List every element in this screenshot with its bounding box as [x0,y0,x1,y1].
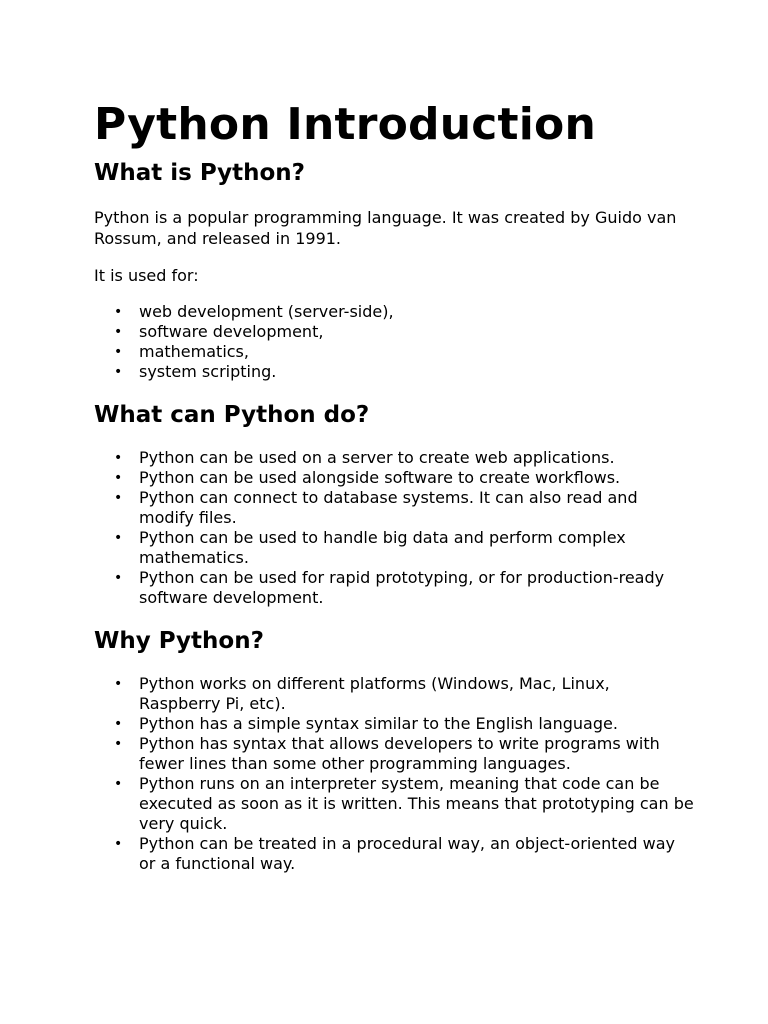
list-item-text: Python can be used alongside software to create workflows. [139,468,621,487]
list-item-text: Python can be used to handle big data and perform complex mathematics. [139,528,626,567]
list-item [94,734,694,774]
list-item-text: system scripting. [139,362,277,381]
section-heading-why-python: Why Python? [94,628,264,654]
list-item [94,448,694,468]
document-page [94,96,694,874]
used-for-label: It is used for: [94,266,199,285]
capabilities-list [94,448,694,608]
bullet-icon: • [114,304,123,320]
page-title: Python Introduction [94,99,597,150]
section-heading-what-is-python: What is Python? [94,160,306,186]
intro-paragraph: Python is a popular programming language. It was created by Guido van Rossum, and released in 1991. [94,208,677,248]
list-item [94,362,694,382]
bullet-icon: • [114,676,123,692]
bullet-icon: • [114,776,123,792]
list-item-text: Python can connect to database systems. It can also read and modify files. [139,488,638,527]
list-item-text: mathematics, [139,342,249,361]
list-item [94,774,694,834]
section-heading-what-can-python-do: What can Python do? [94,402,370,428]
bullet-icon: • [114,716,123,732]
bullet-icon: • [114,450,123,466]
list-item [94,488,694,528]
list-item [94,468,694,488]
list-item-text: Python can be treated in a procedural way, an object-oriented way or a functional way. [139,834,676,873]
bullet-icon: • [114,490,123,506]
bullet-icon: • [114,530,123,546]
list-item [94,568,694,608]
list-item-text: Python runs on an interpreter system, meaning that code can be executed as soon as it is written. This means that prototyping can be very quick. [139,774,694,833]
bullet-icon: • [114,344,123,360]
bullet-icon: • [114,364,123,380]
list-item [94,322,694,342]
bullet-icon: • [114,836,123,852]
list-item [94,302,694,322]
list-item [94,714,694,734]
list-item-text: Python can be used for rapid prototyping, or for production-ready software development. [139,568,665,607]
list-item-text: web development (server-side), [139,302,394,321]
list-item-text: Python can be used on a server to create web applications. [139,448,615,467]
list-item [94,674,694,714]
list-item-text: Python has syntax that allows developers to write programs with fewer lines than some other programming languages. [139,734,660,773]
list-item-text: Python has a simple syntax similar to the English language. [139,714,618,733]
list-item [94,342,694,362]
reasons-list [94,674,694,874]
uses-list [94,302,694,382]
list-item [94,834,694,874]
bullet-icon: • [114,470,123,486]
list-item [94,528,694,568]
bullet-icon: • [114,324,123,340]
bullet-icon: • [114,570,123,586]
list-item-text: Python works on different platforms (Windows, Mac, Linux, Raspberry Pi, etc). [139,674,610,713]
list-item-text: software development, [139,322,324,341]
bullet-icon: • [114,736,123,752]
